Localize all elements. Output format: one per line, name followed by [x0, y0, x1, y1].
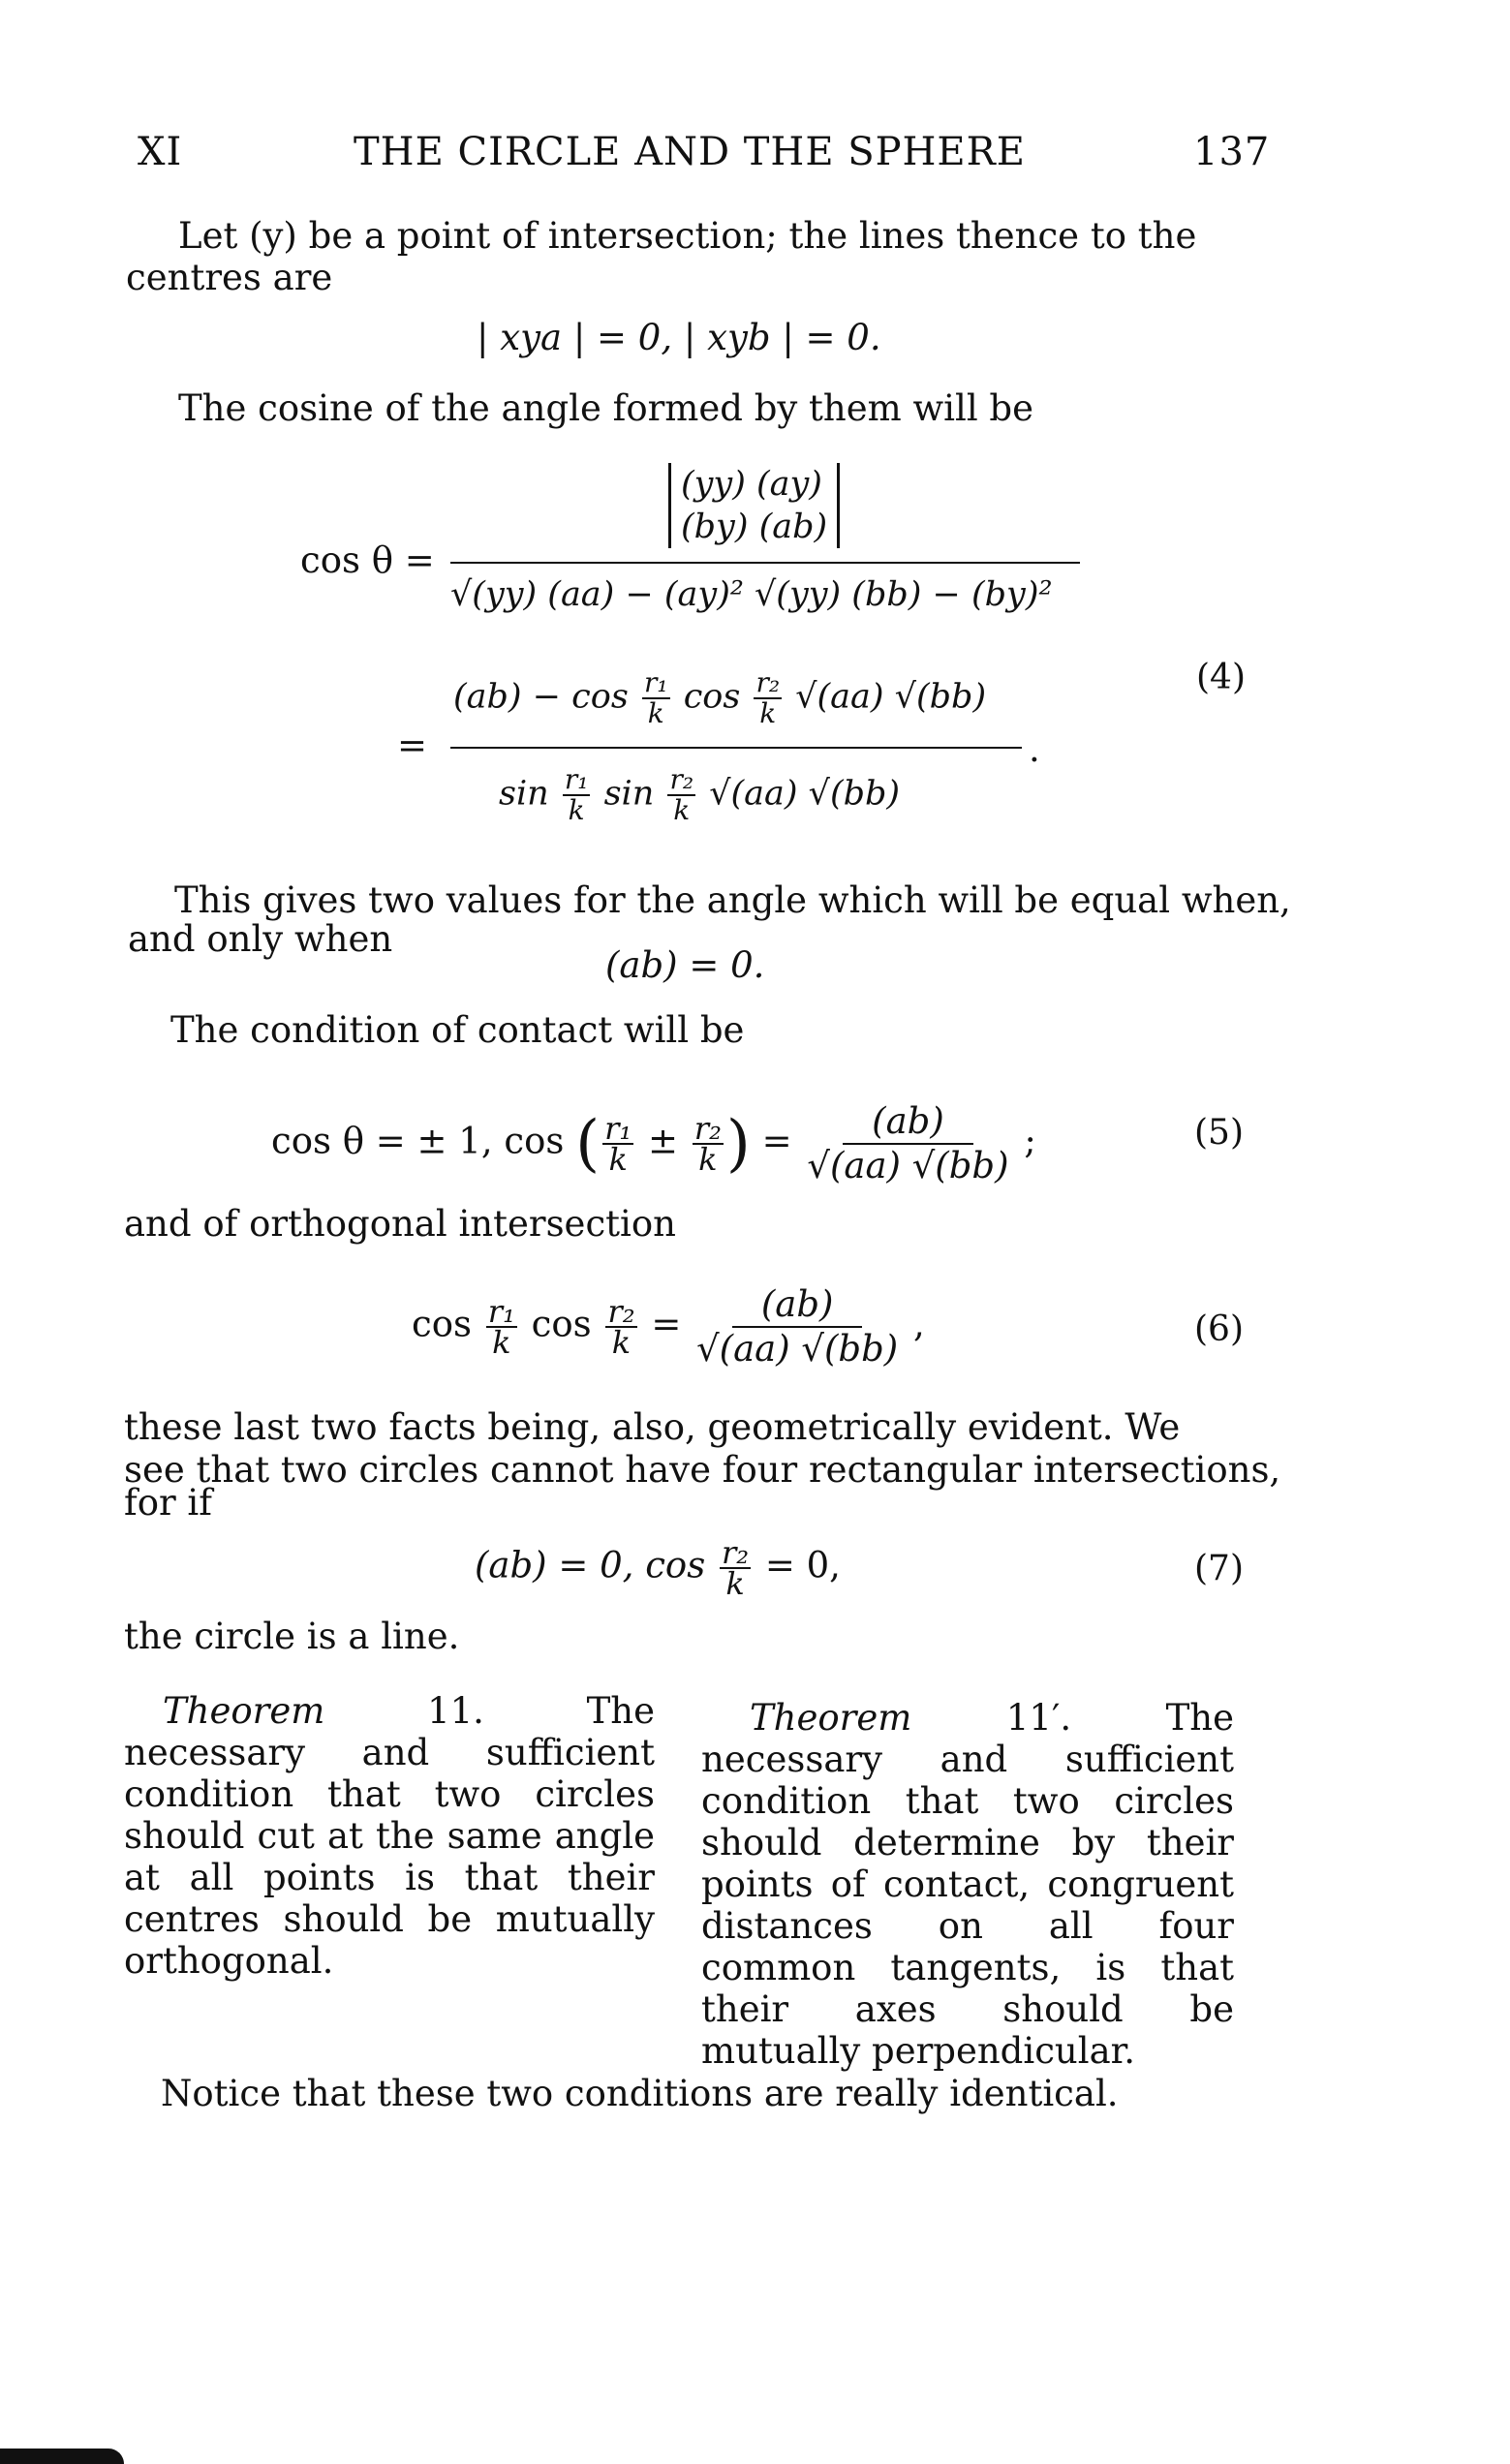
- theorem-11-prime: [701, 1697, 1234, 2072]
- equation-label-6: (6): [1194, 1309, 1244, 1349]
- contact-eq-a: cos θ = ± 1, cos: [271, 1120, 565, 1162]
- left-paren: (: [575, 1108, 601, 1180]
- ortho-cos-2: cos: [531, 1303, 592, 1345]
- contact-fraction: $\frac{(ab)}{√(aa) √(bb)}$: [807, 1100, 1009, 1186]
- ortho-equals: =: [651, 1303, 682, 1345]
- eq7-a: (ab) = 0, cos: [475, 1544, 706, 1586]
- ortho-comma: ,: [913, 1303, 925, 1345]
- fraction-bar-2: [450, 747, 1022, 749]
- chapter-number: XI: [138, 130, 183, 174]
- denominator-1: √(yy) (aa) − (ay)² √(yy) (bb) − (by)²: [450, 575, 1053, 614]
- ab-equals-zero: (ab) = 0.: [605, 944, 765, 986]
- orthogonal-fraction: $\frac{(ab)}{√(aa) √(bb)}$: [696, 1283, 899, 1370]
- determinant-row-2: (by) (ab): [681, 508, 828, 546]
- contact-equals: =: [761, 1120, 792, 1162]
- denominator-2-b: sin: [603, 774, 655, 814]
- equation-lines-to-centres: | xya | = 0, | xyb | = 0.: [477, 317, 881, 358]
- running-title: THE CIRCLE AND THE SPHERE: [354, 130, 1026, 174]
- r1-over-k: $\frac{\text{r₁}}{k}$: [643, 666, 668, 729]
- contact-equation: [271, 1100, 1036, 1187]
- eq7-b: = 0,: [764, 1544, 841, 1586]
- determinant-row-1: (yy) (ay): [681, 465, 822, 504]
- theorem-11-number: 11.: [427, 1690, 484, 1732]
- r2-over-k: $\frac{\text{r₂}}{k}$: [755, 666, 781, 729]
- values-line-1: This gives two values for the angle which will be equal when,: [174, 879, 1291, 921]
- period: .: [1029, 728, 1040, 770]
- page-number: 137: [1193, 130, 1271, 174]
- r1-over-k-den: $\frac{\text{r₁}}{k}$: [564, 763, 589, 826]
- intro-line-1: Let (y) be a point of intersection; the lines thence to the: [178, 215, 1197, 257]
- eq7-r2-over-k: $\frac{\text{r₂}}{k}$: [721, 1534, 750, 1602]
- theorem-11-prime-text: The necessary and sufficient condition that two circles should determine by their points of contact, congruent distances on all four common tangents, is that their axes should be mutually perpendicular.: [701, 1697, 1235, 2072]
- facts-line-2: see that two circles cannot have four rectangular intersections,: [124, 1449, 1281, 1491]
- contact-r2-over-k: $\frac{\text{r₂}}{k}$: [693, 1110, 722, 1178]
- cosine-sentence: The cosine of the angle formed by them will be: [178, 387, 1034, 429]
- contact-pm: ±: [647, 1120, 678, 1162]
- equals-sign: =: [397, 724, 428, 766]
- numerator-2-b: cos: [683, 677, 741, 717]
- equation-label-4: (4): [1196, 658, 1246, 697]
- theorem-11-prime-title: Theorem: [750, 1697, 912, 1739]
- denominator-2-a: sin: [499, 774, 549, 814]
- scan-edge-mark: [0, 2449, 124, 2464]
- right-paren: ): [725, 1108, 751, 1180]
- equation-label-5: (5): [1194, 1113, 1244, 1153]
- ortho-cos-1: cos: [412, 1303, 472, 1345]
- facts-line-4: the circle is a line.: [124, 1616, 460, 1657]
- r2-over-k-den: $\frac{\text{r₂}}{k}$: [669, 763, 694, 826]
- numerator-2-a: (ab) − cos: [453, 677, 629, 717]
- ortho-r1-over-k: $\frac{\text{r₁}}{k}$: [487, 1293, 515, 1361]
- facts-line-3: for if: [124, 1482, 212, 1524]
- theorem-11: [124, 1690, 655, 1982]
- values-line-2: and only when: [128, 918, 393, 960]
- closing-sentence: Notice that these two conditions are really identical.: [161, 2073, 1119, 2114]
- numerator-2-c: √(aa) √(bb): [795, 677, 987, 717]
- intro-line-2: centres are: [126, 257, 333, 298]
- equation-label-7: (7): [1194, 1549, 1244, 1588]
- cos-theta-lhs: cos θ =: [300, 539, 435, 581]
- orthogonal-equation: [412, 1283, 925, 1371]
- contact-r1-over-k: $\frac{\text{r₁}}{k}$: [604, 1110, 632, 1178]
- theorem-11-text: The necessary and sufficient condition that two circles should cut at the same angle at all points is that their centres should be mutually orthogonal.: [124, 1690, 656, 1982]
- numerator-2: [453, 668, 986, 728]
- facts-line-1: these last two facts being, also, geometrically evident. We: [124, 1406, 1181, 1448]
- ortho-r2-over-k: $\frac{\text{r₂}}{k}$: [607, 1293, 635, 1361]
- determinant: [668, 463, 840, 548]
- theorem-11-prime-number: 11′.: [1005, 1697, 1072, 1739]
- orthogonal-sentence: and of orthogonal intersection: [124, 1203, 676, 1245]
- equation-7: [475, 1534, 841, 1602]
- theorem-11-title: Theorem: [163, 1690, 325, 1732]
- denominator-2-c: √(aa) √(bb): [709, 774, 901, 814]
- denominator-2: [499, 765, 900, 825]
- contact-semicolon: ;: [1024, 1120, 1036, 1162]
- fraction-bar-1: [450, 562, 1080, 564]
- contact-sentence: The condition of contact will be: [170, 1009, 745, 1051]
